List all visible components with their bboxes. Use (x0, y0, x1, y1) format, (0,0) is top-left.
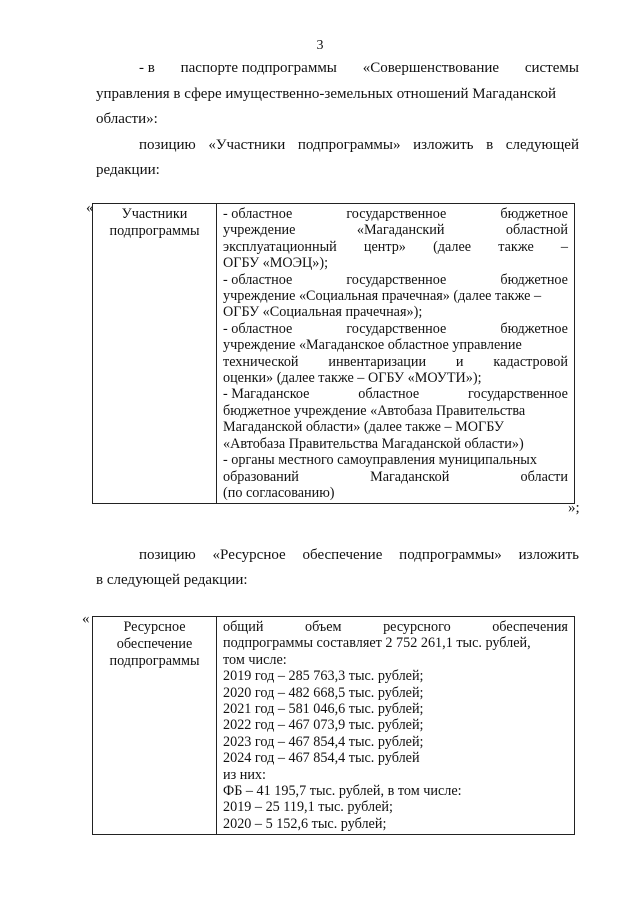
text-segment: инвентаризации (328, 353, 427, 370)
text-segment: системы (524, 60, 579, 76)
text-line: учреждение «Социальная прачечная» (далее также – (223, 288, 542, 305)
text-line: подпрограммы составляет 2 752 261,1 тыс. рублей, (223, 635, 531, 652)
text-line (223, 386, 568, 402)
intro-line-1 (139, 55, 579, 81)
page-number: 3 (316, 38, 324, 53)
text-segment: объем (304, 619, 342, 635)
text-segment: в следующей редакции: (96, 572, 248, 588)
text-segment: государственное (346, 320, 447, 337)
text-segment: бюджетное (500, 271, 568, 288)
text-segment: кадастровой (493, 353, 568, 370)
text-line: 2021 год – 581 046,6 тыс. рублей; (223, 701, 424, 718)
open-quote: « (86, 200, 94, 216)
text-segment: - областное (223, 320, 293, 337)
text-segment: технической (223, 353, 299, 370)
text-segment: подпрограммы» (399, 547, 502, 563)
label-line: обеспечение (116, 636, 193, 652)
text-line: учреждение «Магаданское областное управление (223, 337, 522, 354)
text-segment: - в (139, 60, 155, 76)
text-segment: изложить (518, 547, 579, 563)
text-segment: «Магаданский (356, 222, 445, 239)
text-segment: - областное (223, 206, 293, 222)
text-segment: учреждение (223, 222, 296, 239)
position2-line-1 (139, 542, 579, 568)
text-segment: областной (505, 222, 568, 239)
text-segment: центр» (363, 238, 406, 255)
text-line (223, 619, 568, 635)
open-quote: « (82, 611, 90, 627)
label-line: подпрограммы (109, 653, 200, 669)
label-line: Участники (121, 206, 188, 222)
participants-label-cell (93, 204, 217, 504)
text-line: оценки» (далее также – ОГБУ «МОУТИ»); (223, 370, 482, 387)
text-segment: подпрограммы» (297, 137, 401, 153)
text-segment: бюджетное (500, 320, 568, 337)
table-row (93, 617, 575, 835)
text-segment: образований (223, 468, 299, 485)
intro-line-2 (96, 81, 579, 107)
text-segment: – (560, 238, 568, 255)
participants-content-cell (217, 204, 575, 504)
text-segment: области»: (96, 111, 158, 127)
text-line: - органы местного самоуправления муниципальных (223, 452, 537, 469)
text-line: ФБ – 41 195,7 тыс. рублей, в том числе: (223, 783, 462, 800)
text-line (223, 272, 568, 288)
text-segment: эксплуатационный (223, 238, 337, 255)
text-line: «Автобаза Правительства Магаданской области») (223, 435, 524, 452)
text-line: 2020 год – 482 668,5 тыс. рублей; (223, 684, 424, 701)
text-segment: «Участники (208, 137, 286, 153)
resources-label-cell (93, 617, 217, 835)
text-segment: и (455, 353, 464, 370)
text-line (223, 222, 568, 238)
text-line (223, 469, 568, 485)
position1-line-1 (139, 132, 579, 158)
table-row (93, 204, 575, 504)
text-line: 2019 – 25 119,1 тыс. рублей; (223, 799, 393, 816)
text-segment: обеспечения (492, 619, 568, 635)
text-line: из них: (223, 766, 266, 783)
text-segment: государственное (346, 271, 447, 288)
label-line: Ресурсное (123, 619, 186, 635)
text-line: том числе: (223, 651, 287, 668)
text-line: 2019 год – 285 763,3 тыс. рублей; (223, 668, 424, 685)
text-segment: редакции: (96, 162, 160, 178)
text-line: (по согласованию) (223, 484, 335, 501)
text-line: 2020 – 5 152,6 тыс. рублей; (223, 815, 387, 832)
text-segment: следующей (505, 137, 579, 153)
text-line: 2023 год – 467 854,4 тыс. рублей; (223, 733, 424, 750)
text-segment: позицию (139, 547, 196, 563)
text-segment: области (520, 468, 568, 485)
text-segment: общий (223, 619, 264, 635)
text-segment: государственное (467, 386, 568, 403)
text-segment: позицию (139, 137, 196, 153)
text-segment: - Магаданское (223, 386, 310, 403)
text-segment: паспорте подпрограммы (180, 60, 337, 76)
label-line: подпрограммы (109, 223, 200, 239)
text-segment: «Ресурсное (212, 547, 286, 563)
text-line: 2022 год – 467 073,9 тыс. рублей; (223, 717, 424, 734)
position1-line-2 (96, 157, 579, 183)
text-line: Магаданской области» (далее также – МОГБУ (223, 419, 504, 436)
participants-table (92, 203, 575, 504)
text-segment: также (498, 238, 534, 255)
text-segment: обеспечение (302, 547, 383, 563)
text-segment: бюджетное (500, 206, 568, 222)
text-line (223, 354, 568, 370)
text-line: бюджетное учреждение «Автобаза Правительства (223, 402, 526, 419)
text-line (223, 321, 568, 337)
text-segment: Магаданской (370, 468, 450, 485)
text-segment: в (486, 137, 494, 153)
text-segment: ресурсного (383, 619, 451, 635)
text-segment: изложить (413, 137, 474, 153)
text-segment: управления в сфере имущественно-земельных отношений Магаданской (96, 86, 557, 102)
text-segment: «Совершенствование (362, 60, 500, 76)
text-segment: - областное (223, 271, 293, 288)
text-line: ОГБУ «Социальная прачечная»); (223, 304, 423, 321)
text-line: 2024 год – 467 854,4 тыс. рублей (223, 750, 420, 767)
text-line (223, 239, 568, 255)
text-line: ОГБУ «МОЭЦ»); (223, 255, 329, 272)
position2-line-2 (96, 567, 579, 593)
resources-content-cell (217, 617, 575, 835)
intro-line-3 (96, 106, 579, 132)
close-quote: »; (568, 500, 580, 516)
text-segment: (далее (433, 238, 472, 255)
resources-table (92, 616, 575, 835)
text-segment: государственное (346, 206, 447, 222)
text-line (223, 206, 568, 222)
text-segment: областное (358, 386, 420, 403)
